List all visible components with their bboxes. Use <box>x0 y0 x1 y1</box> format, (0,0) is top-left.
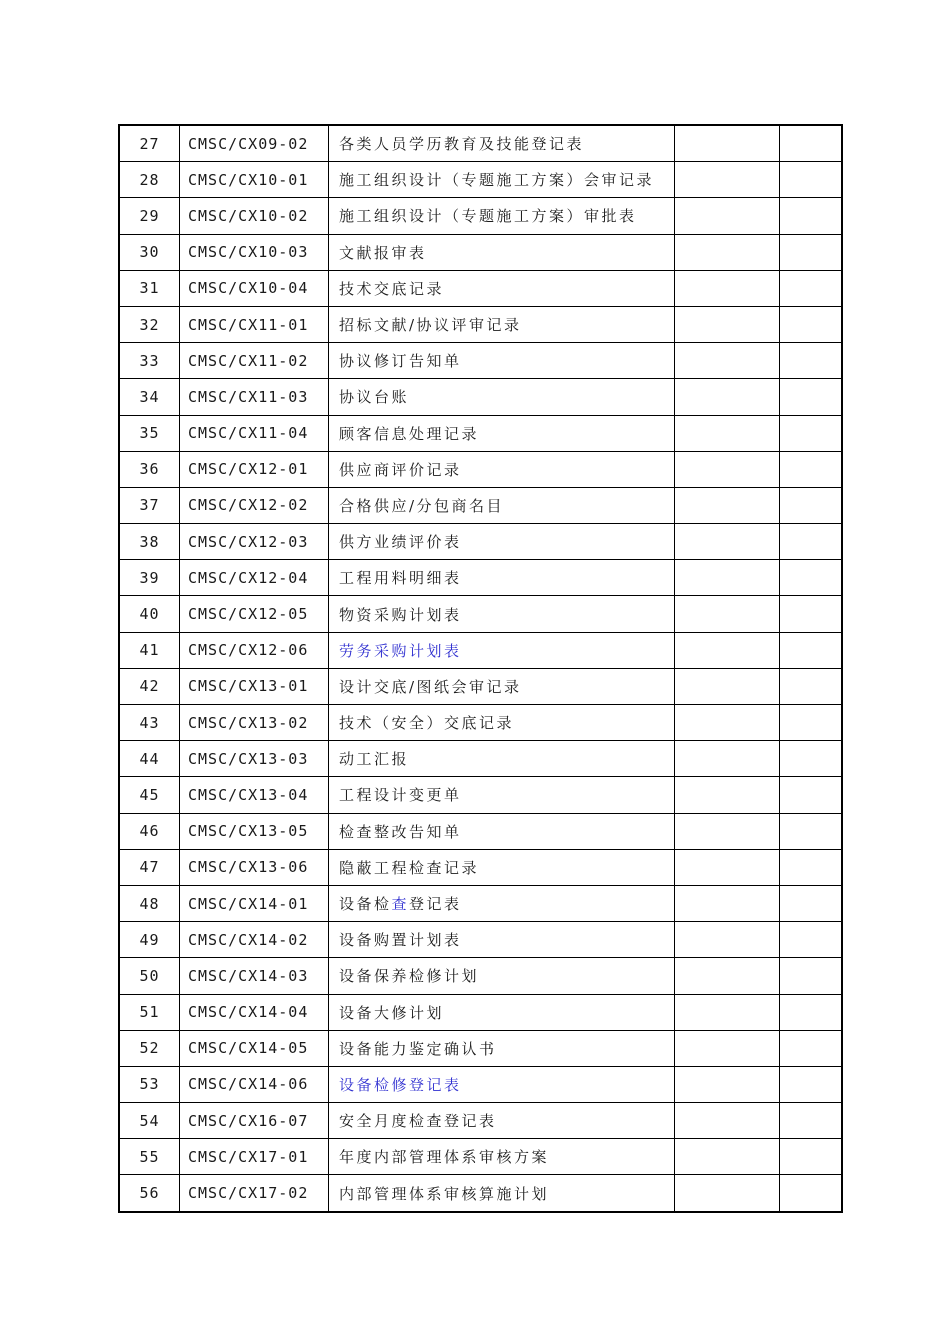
empty-cell <box>675 270 780 306</box>
record-code-cell: CMSC/CX11-03 <box>180 379 329 415</box>
row-number-cell: 54 <box>119 1103 180 1139</box>
record-name-text: 协议修订告知单 <box>339 352 462 371</box>
empty-cell <box>675 451 780 487</box>
record-name-cell <box>329 524 675 560</box>
empty-cell <box>780 777 843 813</box>
table-row <box>119 415 842 451</box>
table-row <box>119 234 842 270</box>
record-name-cell <box>329 885 675 921</box>
record-name-text: 劳务采购计划表 <box>339 641 462 660</box>
table-row <box>119 632 842 668</box>
record-code-cell: CMSC/CX12-06 <box>180 632 329 668</box>
empty-cell <box>675 1103 780 1139</box>
empty-cell <box>780 234 843 270</box>
record-code-cell: CMSC/CX14-03 <box>180 958 329 994</box>
table-row <box>119 1066 842 1102</box>
record-code-cell: CMSC/CX10-04 <box>180 270 329 306</box>
record-name-text: 施工组织设计（专题施工方案）会审记录 <box>339 171 655 190</box>
record-name-cell <box>329 270 675 306</box>
table-row <box>119 922 842 958</box>
record-name-cell <box>329 306 675 342</box>
empty-cell <box>780 705 843 741</box>
empty-cell <box>780 379 843 415</box>
row-number-cell: 32 <box>119 306 180 342</box>
record-name-cell <box>329 849 675 885</box>
record-code-cell: CMSC/CX14-04 <box>180 994 329 1030</box>
record-name-text: 协议台账 <box>339 388 410 407</box>
record-name-cell <box>329 1139 675 1175</box>
records-table-body <box>119 125 842 1212</box>
row-number-cell: 48 <box>119 885 180 921</box>
table-row <box>119 198 842 234</box>
empty-cell <box>675 632 780 668</box>
record-name-text: 技术（安全）交底记录 <box>339 714 515 733</box>
table-row <box>119 705 842 741</box>
empty-cell <box>675 524 780 560</box>
empty-cell <box>780 270 843 306</box>
record-code-cell: CMSC/CX17-02 <box>180 1175 329 1212</box>
record-code-cell: CMSC/CX10-03 <box>180 234 329 270</box>
table-row <box>119 379 842 415</box>
empty-cell <box>675 705 780 741</box>
empty-cell <box>675 198 780 234</box>
record-name-cell <box>329 994 675 1030</box>
empty-cell <box>675 777 780 813</box>
table-row <box>119 162 842 198</box>
empty-cell <box>780 343 843 379</box>
record-code-cell: CMSC/CX13-04 <box>180 777 329 813</box>
record-code-cell: CMSC/CX14-01 <box>180 885 329 921</box>
row-number-cell: 56 <box>119 1175 180 1212</box>
empty-cell <box>780 560 843 596</box>
table-row <box>119 524 842 560</box>
record-name-cell <box>329 415 675 451</box>
record-name-text: 技术交底记录 <box>339 279 445 298</box>
record-name-cell <box>329 487 675 523</box>
record-name-cell <box>329 162 675 198</box>
empty-cell <box>780 741 843 777</box>
record-name-text: 合格供应/分包商名目 <box>339 496 505 515</box>
empty-cell <box>675 1139 780 1175</box>
empty-cell <box>675 343 780 379</box>
row-number-cell: 43 <box>119 705 180 741</box>
record-name-text: 隐蔽工程检查记录 <box>339 858 480 877</box>
record-code-cell: CMSC/CX14-06 <box>180 1066 329 1102</box>
record-name-cell <box>329 379 675 415</box>
record-name-text: 设计交底/图纸会审记录 <box>339 677 522 696</box>
record-code-cell: CMSC/CX13-06 <box>180 849 329 885</box>
table-row <box>119 668 842 704</box>
empty-cell <box>675 668 780 704</box>
record-name-cell <box>329 705 675 741</box>
table-row <box>119 741 842 777</box>
record-name-cell <box>329 451 675 487</box>
empty-cell <box>675 849 780 885</box>
empty-cell <box>780 1175 843 1212</box>
record-code-cell: CMSC/CX13-02 <box>180 705 329 741</box>
empty-cell <box>675 1175 780 1212</box>
table-row <box>119 777 842 813</box>
record-name-text: 施工组织设计（专题施工方案）审批表 <box>339 207 637 226</box>
row-number-cell: 55 <box>119 1139 180 1175</box>
table-row <box>119 1175 842 1212</box>
empty-cell <box>780 451 843 487</box>
record-name-cell <box>329 1175 675 1212</box>
table-row <box>119 560 842 596</box>
empty-cell <box>780 524 843 560</box>
record-name-cell <box>329 668 675 704</box>
table-row <box>119 306 842 342</box>
row-number-cell: 52 <box>119 1030 180 1066</box>
empty-cell <box>780 922 843 958</box>
table-row <box>119 1139 842 1175</box>
row-number-cell: 29 <box>119 198 180 234</box>
empty-cell <box>780 885 843 921</box>
empty-cell <box>780 162 843 198</box>
empty-cell <box>675 234 780 270</box>
empty-cell <box>675 125 780 162</box>
record-name-text: 内部管理体系审核算施计划 <box>339 1184 550 1203</box>
row-number-cell: 44 <box>119 741 180 777</box>
row-number-cell: 33 <box>119 343 180 379</box>
row-number-cell: 49 <box>119 922 180 958</box>
empty-cell <box>675 922 780 958</box>
record-name-text: 登记表 <box>409 895 462 914</box>
record-name-text: 物资采购计划表 <box>339 605 462 624</box>
empty-cell <box>675 415 780 451</box>
row-number-cell: 30 <box>119 234 180 270</box>
record-code-cell: CMSC/CX14-05 <box>180 1030 329 1066</box>
record-name-text: 安全月度检查登记表 <box>339 1112 497 1131</box>
record-code-cell: CMSC/CX11-02 <box>180 343 329 379</box>
record-name-cell <box>329 632 675 668</box>
table-row <box>119 596 842 632</box>
record-name-text: 文献报审表 <box>339 243 427 262</box>
empty-cell <box>675 306 780 342</box>
empty-cell <box>675 487 780 523</box>
record-code-cell: CMSC/CX13-03 <box>180 741 329 777</box>
empty-cell <box>675 162 780 198</box>
record-code-cell: CMSC/CX12-05 <box>180 596 329 632</box>
record-code-cell: CMSC/CX10-02 <box>180 198 329 234</box>
record-code-cell: CMSC/CX10-01 <box>180 162 329 198</box>
empty-cell <box>675 379 780 415</box>
table-row <box>119 270 842 306</box>
record-name-cell <box>329 741 675 777</box>
empty-cell <box>675 958 780 994</box>
empty-cell <box>675 1030 780 1066</box>
record-code-cell: CMSC/CX11-01 <box>180 306 329 342</box>
empty-cell <box>780 1103 843 1139</box>
empty-cell <box>780 958 843 994</box>
empty-cell <box>780 632 843 668</box>
empty-cell <box>675 560 780 596</box>
empty-cell <box>780 1030 843 1066</box>
record-name-text: 设备购置计划表 <box>339 931 462 950</box>
record-name-text: 查 <box>391 895 410 914</box>
record-name-text: 工程设计变更单 <box>339 786 462 805</box>
record-code-cell: CMSC/CX12-01 <box>180 451 329 487</box>
records-table <box>118 124 843 1213</box>
record-name-text: 设备大修计划 <box>339 1003 445 1022</box>
record-code-cell: CMSC/CX09-02 <box>180 125 329 162</box>
row-number-cell: 50 <box>119 958 180 994</box>
record-name-cell <box>329 958 675 994</box>
record-name-text: 供应商评价记录 <box>339 460 462 479</box>
table-row <box>119 813 842 849</box>
empty-cell <box>780 849 843 885</box>
empty-cell <box>780 596 843 632</box>
empty-cell <box>780 813 843 849</box>
row-number-cell: 36 <box>119 451 180 487</box>
record-name-text: 动工汇报 <box>339 750 410 769</box>
table-row <box>119 451 842 487</box>
row-number-cell: 27 <box>119 125 180 162</box>
record-code-cell: CMSC/CX16-07 <box>180 1103 329 1139</box>
record-name-cell <box>329 596 675 632</box>
table-row <box>119 958 842 994</box>
record-name-cell <box>329 922 675 958</box>
empty-cell <box>675 994 780 1030</box>
empty-cell <box>780 198 843 234</box>
record-name-text: 设备检 <box>339 895 392 914</box>
row-number-cell: 31 <box>119 270 180 306</box>
row-number-cell: 39 <box>119 560 180 596</box>
row-number-cell: 35 <box>119 415 180 451</box>
record-name-text: 年度内部管理体系审核方案 <box>339 1148 550 1167</box>
record-name-cell <box>329 1066 675 1102</box>
empty-cell <box>780 125 843 162</box>
empty-cell <box>675 813 780 849</box>
table-row <box>119 343 842 379</box>
record-name-text: 顾客信息处理记录 <box>339 424 480 443</box>
record-code-cell: CMSC/CX13-01 <box>180 668 329 704</box>
record-name-cell <box>329 560 675 596</box>
row-number-cell: 38 <box>119 524 180 560</box>
record-name-cell <box>329 125 675 162</box>
record-code-cell: CMSC/CX13-05 <box>180 813 329 849</box>
record-name-cell <box>329 234 675 270</box>
empty-cell <box>780 306 843 342</box>
record-name-text: 设备能力鉴定确认书 <box>339 1039 497 1058</box>
record-name-cell <box>329 343 675 379</box>
record-code-cell: CMSC/CX14-02 <box>180 922 329 958</box>
row-number-cell: 53 <box>119 1066 180 1102</box>
empty-cell <box>675 596 780 632</box>
record-code-cell: CMSC/CX17-01 <box>180 1139 329 1175</box>
record-code-cell: CMSC/CX11-04 <box>180 415 329 451</box>
empty-cell <box>780 994 843 1030</box>
row-number-cell: 37 <box>119 487 180 523</box>
row-number-cell: 45 <box>119 777 180 813</box>
row-number-cell: 41 <box>119 632 180 668</box>
record-name-cell <box>329 198 675 234</box>
row-number-cell: 46 <box>119 813 180 849</box>
table-row <box>119 125 842 162</box>
row-number-cell: 42 <box>119 668 180 704</box>
row-number-cell: 47 <box>119 849 180 885</box>
record-name-text: 检查整改告知单 <box>339 822 462 841</box>
table-row <box>119 994 842 1030</box>
empty-cell <box>780 1139 843 1175</box>
record-code-cell: CMSC/CX12-02 <box>180 487 329 523</box>
empty-cell <box>780 1066 843 1102</box>
record-name-text: 设备检修登记表 <box>339 1075 462 1094</box>
record-name-cell <box>329 813 675 849</box>
table-row <box>119 1030 842 1066</box>
table-row <box>119 487 842 523</box>
record-name-text: 供方业绩评价表 <box>339 533 462 552</box>
table-row <box>119 1103 842 1139</box>
record-name-cell <box>329 1103 675 1139</box>
record-name-text: 工程用料明细表 <box>339 569 462 588</box>
empty-cell <box>675 741 780 777</box>
empty-cell <box>780 415 843 451</box>
empty-cell <box>675 885 780 921</box>
table-row <box>119 885 842 921</box>
row-number-cell: 40 <box>119 596 180 632</box>
record-name-text: 招标文献/协议评审记录 <box>339 316 522 335</box>
record-code-cell: CMSC/CX12-04 <box>180 560 329 596</box>
empty-cell <box>675 1066 780 1102</box>
record-name-text: 各类人员学历教育及技能登记表 <box>339 135 585 154</box>
record-name-cell <box>329 1030 675 1066</box>
record-code-cell: CMSC/CX12-03 <box>180 524 329 560</box>
empty-cell <box>780 487 843 523</box>
table-row <box>119 849 842 885</box>
empty-cell <box>780 668 843 704</box>
record-name-text: 设备保养检修计划 <box>339 967 480 986</box>
row-number-cell: 51 <box>119 994 180 1030</box>
record-name-cell <box>329 777 675 813</box>
row-number-cell: 34 <box>119 379 180 415</box>
row-number-cell: 28 <box>119 162 180 198</box>
